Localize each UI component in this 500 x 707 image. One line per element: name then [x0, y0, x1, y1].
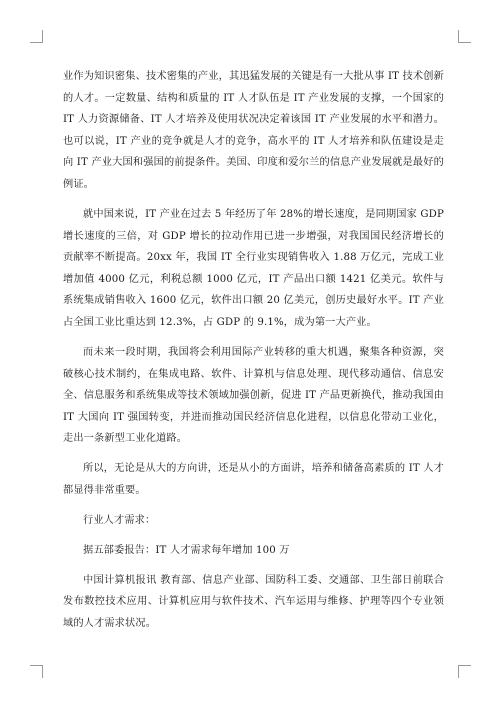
- paragraph-future-development: 而未来一段时期，我国将会利用国际产业转移的重大机遇，聚集各种资源，突破核心技术制约，在集成电路、软件、计算机与信息处理、现代移动通信、信息安全、信息服务和系统集成等技术领域加强创新，促进 IT 产品更新换代，推动我国由 IT 大国向 IT 强国转变，并进而推动国民经济信息化进程，以信息化带动工业化，走出一条新型工业化道路。: [63, 346, 444, 445]
- crop-mark-top-left: [30, 30, 43, 43]
- crop-mark-bottom-left: [30, 665, 43, 678]
- paragraph-news-report: 中国计算机报讯 教育部、信息产业部、国防科工委、交通部、卫生部日前联合发布数控技术应用、计算机应用与软件技术、汽车运用与维修、护理等四个专业领域的人才需求状况。: [63, 574, 444, 629]
- crop-mark-top-right: [458, 30, 471, 43]
- paragraph-it-talent-importance: 业作为知识密集、技术密集的产业，其迅猛发展的关键是有一大批从事 IT 技术创新的人才。一定数量、结构和质量的 IT 人才队伍是 IT 产业发展的支撑，一个国家的 IT 人力资源储备、IT 人才培养及使用状况决定着该国 IT 产业发展的水平和潜力。也可以说，IT 产业的竞争就是人才的竞争，高水平的 IT 人才培养和队伍建设是走向 IT 产业大国和强国的前提条件。美国、印度和爱尔兰的信息产业发展就是最好的例证。: [63, 71, 444, 190]
- crop-mark-bottom-right: [458, 665, 471, 678]
- paragraph-report-headline: 据五部委报告：IT 人才需求每年增加 100 万: [83, 544, 290, 556]
- paragraph-industry-demand-heading: 行业人才需求：: [83, 514, 156, 526]
- paragraph-china-it-growth: 就中国来说，IT 产业在过去 5 年经历了年 28%的增长速度，是同期国家 GDP 增长速度的三倍，对 GDP 增长的拉动作用已进一步增强，对我国国民经济增长的贡献率不断提高。20xx 年，我国 IT 全行业实现销售收入 1.88 万亿元，完成工业增加值 4000 亿元，利税总额 1000 亿元，IT 产品出口额 1421 亿美元。软件与系统集成销售收入 1600 亿元，软件出口额 20 亿美元，创历史最好水平。IT 产业占全国工业比重达到 12.3%，占 GDP 的 9.1%，成为第一大产业。: [63, 208, 444, 328]
- paragraph-conclusion: 所以，无论是从大的方向讲，还是从小的方面讲，培养和储备高素质的 IT 人才都显得非常重要。: [63, 463, 444, 496]
- document-body: [63, 66, 444, 643]
